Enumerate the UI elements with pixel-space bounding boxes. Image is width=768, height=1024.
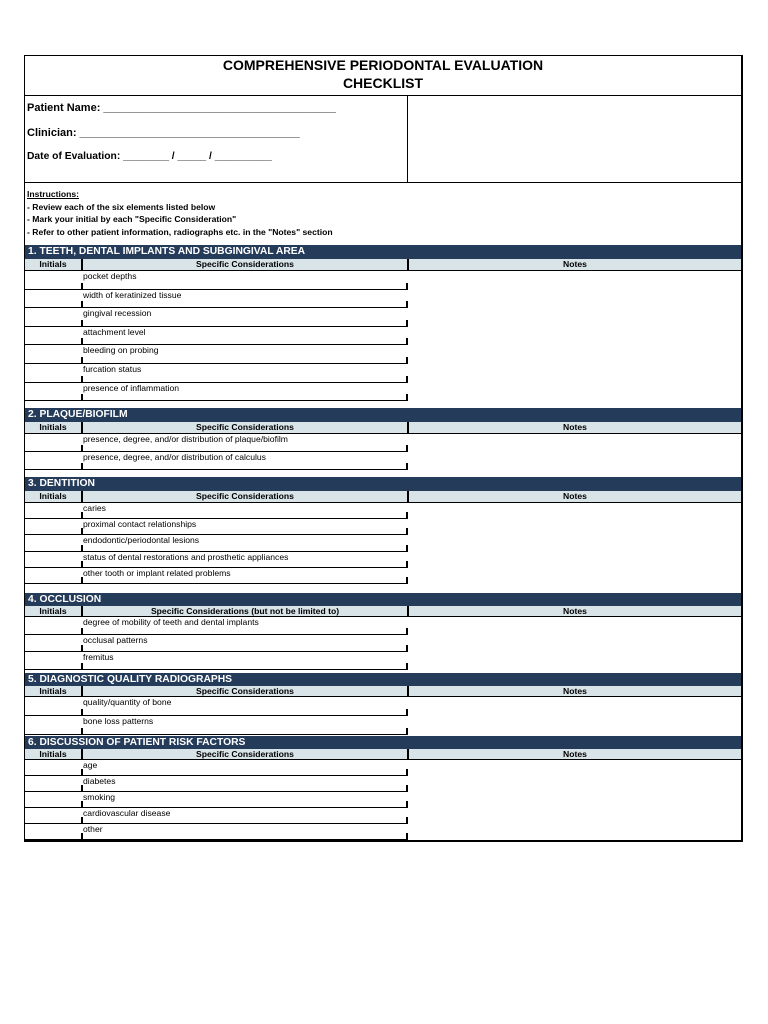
column-divider (406, 463, 408, 470)
consideration-label: width of keratinized tissue (83, 289, 182, 300)
column-header-row (25, 491, 741, 503)
column-divider (406, 301, 408, 308)
checklist-row[interactable] (25, 519, 408, 535)
divider (25, 182, 741, 183)
column-header-notes: Notes (563, 606, 587, 616)
checklist-row[interactable] (25, 808, 408, 824)
column-divider (81, 561, 83, 568)
checklist-row[interactable] (25, 452, 408, 470)
checklist-row[interactable] (25, 552, 408, 568)
column-divider (81, 445, 83, 452)
consideration-label: quality/quantity of bone (83, 697, 172, 707)
column-divider (81, 785, 83, 792)
column-divider (406, 376, 408, 383)
column-divider (406, 645, 408, 652)
consideration-label: proximal contact relationships (83, 519, 197, 530)
section-header: 1. TEETH, DENTAL IMPLANTS AND SUBGINGIVAL AREA (25, 245, 741, 259)
checklist-row[interactable] (25, 535, 408, 551)
column-divider (406, 833, 408, 840)
column-divider (81, 709, 83, 716)
consideration-label: presence of inflammation (83, 382, 180, 393)
consideration-label: caries (83, 503, 106, 513)
checklist-row[interactable] (25, 290, 408, 309)
checklist-row[interactable] (25, 271, 408, 290)
column-divider (81, 301, 83, 308)
form-title-line1: COMPREHENSIVE PERIODONTAL EVALUATION (222, 57, 544, 73)
section-header: 6. DISCUSSION OF PATIENT RISK FACTORS (25, 736, 741, 749)
column-divider (81, 259, 83, 270)
consideration-label: other (83, 824, 103, 834)
column-divider (406, 338, 408, 345)
column-divider (81, 769, 83, 776)
column-divider (406, 512, 408, 519)
column-divider (81, 663, 83, 670)
date-of-evaluation-field[interactable]: Date of Evaluation: ________ / _____ / __________ (27, 151, 272, 162)
column-divider (81, 376, 83, 383)
column-divider (406, 577, 408, 584)
consideration-label: other tooth or implant related problems (83, 567, 231, 578)
checklist-row[interactable] (25, 503, 408, 519)
instruction-line: - Refer to other patient information, radiographs etc. in the "Notes" section (27, 226, 333, 237)
consideration-label: degree of mobility of teeth and dental implants (83, 617, 259, 627)
column-header-initials: Initials (39, 259, 67, 269)
consideration-label: status of dental restorations and prosthetic appliances (83, 551, 289, 562)
form-title-line2: CHECKLIST (342, 75, 424, 91)
checklist-row[interactable] (25, 760, 408, 776)
consideration-label: pocket depths (83, 271, 137, 281)
column-header-row (25, 422, 741, 434)
consideration-label: age (83, 760, 98, 770)
column-divider (407, 422, 409, 433)
column-divider (81, 463, 83, 470)
column-divider (407, 259, 409, 270)
patient-name-field[interactable]: Patient Name: ______________________________________ (27, 102, 336, 114)
column-divider (406, 561, 408, 568)
instruction-line: - Mark your initial by each "Specific Consideration" (27, 214, 237, 224)
column-header-initials: Initials (39, 686, 67, 696)
column-divider (406, 817, 408, 824)
checklist-row[interactable] (25, 697, 408, 716)
checklist-row[interactable] (25, 364, 408, 383)
divider (407, 95, 408, 182)
column-header-notes: Notes (563, 259, 587, 269)
column-divider (406, 628, 408, 635)
column-divider (406, 769, 408, 776)
checklist-row[interactable] (25, 792, 408, 808)
consideration-label: endodontic/periodontal lesions (83, 535, 200, 546)
consideration-label: fremitus (83, 652, 114, 662)
section-header: 4. OCCLUSION (25, 593, 741, 606)
checklist-row[interactable] (25, 327, 408, 346)
column-header-row (25, 686, 741, 697)
column-header-notes: Notes (563, 749, 587, 759)
checklist-row[interactable] (25, 308, 408, 327)
column-header-specific: Specific Considerations (but not be limited to) (150, 606, 340, 616)
column-divider (407, 606, 409, 616)
column-divider (406, 394, 408, 401)
consideration-label: occlusal patterns (83, 634, 148, 645)
column-header-specific: Specific Considerations (196, 749, 294, 759)
column-divider (406, 357, 408, 364)
consideration-label: diabetes (83, 776, 116, 786)
column-divider (406, 320, 408, 327)
section-header: 2. PLAQUE/BIOFILM (25, 408, 741, 422)
checklist-row[interactable] (25, 383, 408, 402)
column-header-initials: Initials (39, 422, 67, 432)
consideration-label: presence, degree, and/or distribution of plaque/biofilm (83, 434, 288, 444)
column-divider (406, 728, 408, 735)
column-header-specific: Specific Considerations (196, 686, 294, 696)
section-header: 5. DIAGNOSTIC QUALITY RADIOGRAPHS (25, 673, 741, 686)
clinician-field[interactable]: Clinician: ____________________________________ (27, 127, 300, 139)
instructions-title: Instructions: (27, 189, 80, 199)
column-divider (81, 394, 83, 401)
column-header-notes: Notes (563, 491, 587, 501)
column-divider (81, 645, 83, 652)
column-divider (81, 338, 83, 345)
column-header-notes: Notes (563, 686, 587, 696)
column-divider (406, 545, 408, 552)
checklist-row[interactable] (25, 635, 408, 653)
column-divider (81, 357, 83, 364)
column-divider (81, 817, 83, 824)
consideration-label: gingival recession (83, 308, 152, 319)
column-divider (81, 606, 83, 616)
column-header-row (25, 749, 741, 760)
column-divider (81, 545, 83, 552)
column-divider (406, 801, 408, 808)
checklist-row[interactable] (25, 345, 408, 364)
column-header-specific: Specific Considerations (196, 259, 294, 269)
column-header-specific: Specific Considerations (196, 491, 294, 501)
instruction-line: - Review each of the six elements listed below (27, 201, 216, 212)
column-divider (81, 749, 83, 759)
column-divider (81, 491, 83, 502)
checklist-row[interactable] (25, 568, 408, 584)
consideration-label: presence, degree, and/or distribution of calculus (83, 452, 266, 462)
column-divider (81, 686, 83, 696)
checklist-row[interactable] (25, 824, 408, 840)
section-header: 3. DENTITION (25, 477, 741, 491)
column-divider (406, 283, 408, 290)
column-divider (406, 445, 408, 452)
column-divider (407, 491, 409, 502)
column-header-notes: Notes (563, 422, 587, 432)
column-divider (81, 801, 83, 808)
checklist-row[interactable] (25, 617, 408, 635)
checklist-form (24, 55, 743, 842)
column-divider (81, 577, 83, 584)
checklist-row[interactable] (25, 652, 408, 670)
checklist-row[interactable] (25, 434, 408, 452)
column-header-row (25, 606, 741, 617)
column-divider (406, 663, 408, 670)
column-header-initials: Initials (39, 606, 67, 616)
column-divider (81, 628, 83, 635)
consideration-label: bone loss patterns (83, 716, 154, 726)
checklist-row[interactable] (25, 776, 408, 792)
column-divider (406, 785, 408, 792)
column-divider (81, 422, 83, 433)
column-header-initials: Initials (39, 749, 67, 759)
column-divider (81, 512, 83, 519)
consideration-label: bleeding on probing (83, 345, 159, 356)
consideration-label: cardiovascular disease (83, 808, 171, 818)
column-header-specific: Specific Considerations (196, 422, 294, 432)
consideration-label: attachment level (83, 326, 146, 337)
column-divider (407, 749, 409, 759)
divider (25, 95, 741, 96)
consideration-label: furcation status (83, 364, 142, 374)
checklist-row[interactable] (25, 716, 408, 735)
column-divider (81, 320, 83, 327)
column-divider (406, 528, 408, 535)
column-header-row (25, 259, 741, 271)
column-divider (81, 528, 83, 535)
instructions (27, 188, 333, 238)
column-divider (406, 709, 408, 716)
consideration-label: smoking (83, 792, 115, 802)
column-divider (81, 283, 83, 290)
column-divider (81, 728, 83, 735)
column-divider (81, 833, 83, 840)
column-divider (407, 686, 409, 696)
column-header-initials: Initials (39, 491, 67, 501)
